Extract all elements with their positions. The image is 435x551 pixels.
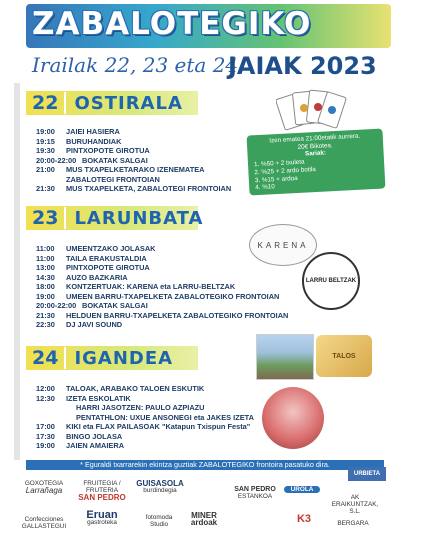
schedule-row (36, 127, 231, 137)
schedule-row (36, 413, 254, 423)
schedule-22 (36, 127, 231, 194)
day-header-24 (26, 346, 198, 370)
mus-prizes-title: Sariak: (304, 149, 327, 158)
header (0, 0, 435, 84)
schedule-row (36, 432, 254, 442)
day-name: IGANDEA (74, 347, 174, 369)
event-title: JAIEN AMAIERA (66, 441, 125, 450)
sponsor-miner (178, 512, 230, 526)
schedule-row (36, 320, 288, 330)
sponsor-guisasola (130, 480, 190, 494)
event-title: BOKATAK SALGAI (82, 155, 148, 165)
event-title: HARRI JASOTZEN: PAULO AZPIAZU (76, 403, 205, 412)
event-time: 22:30 (36, 320, 55, 329)
event-title: IZETA ESKOLATIK (66, 393, 131, 403)
event-time: 13:00 (36, 263, 55, 272)
schedule-row (36, 263, 288, 273)
day-name: OSTIRALA (74, 92, 183, 114)
mus-registration: Izen ematea 21:00etatik aurrera. (269, 132, 361, 145)
sponsor-sub: GOXOTEGIA (24, 480, 64, 487)
event-time: 20:00-22:00 (36, 301, 77, 310)
schedule-row (36, 146, 231, 156)
talos-logo-text: TALOS (332, 352, 356, 360)
talos-logo (316, 335, 372, 377)
side-stripe (14, 83, 20, 460)
schedule-row (36, 282, 288, 292)
sponsor-sub: Studio (149, 521, 169, 528)
mus-prize: 2. %25 + 2 ardo botila (254, 165, 317, 177)
day-number: 22 (26, 92, 66, 114)
event-time (36, 175, 66, 185)
sponsor-sub: ESTANKOA (237, 493, 273, 500)
schedule-row (36, 175, 231, 185)
event-title: AUZO BAZKARIA (66, 272, 128, 282)
day-name: LARUNBATA (74, 207, 204, 229)
sponsor-sub: gastroteka (87, 519, 117, 526)
urbieta-logo: URBIETA (348, 467, 386, 481)
schedule-row (36, 394, 254, 404)
event-title: TALOAK, ARABAKO TALOEN ESKUTIK (66, 384, 205, 393)
schedule-23 (36, 244, 288, 330)
sponsor-san-pedro-fruteria (74, 480, 130, 501)
event-time: 20:00-22:00 (36, 155, 77, 165)
schedule-row (36, 311, 288, 321)
sponsor-san-pedro-estankoa (230, 486, 280, 500)
sponsor-name: UROLA (290, 486, 314, 493)
sponsor-sub: GALLASTEGUI (21, 523, 67, 530)
event-title: KIKI eta FLAX PAILASOAK "Katapun Txispun Festa" (66, 422, 251, 431)
sponsor-sub: ardoak (190, 518, 218, 527)
jaiak-title: JAIAK 2023 (228, 52, 377, 80)
event-title: PENTATHLON: UXUE ANSONEGI eta JAKES IZETA (76, 412, 254, 422)
event-title: MUS TXAPELKETA, ZABALOTEGI FRONTOIAN (66, 184, 232, 193)
event-time: 19:00 (36, 441, 55, 450)
schedule-row (36, 165, 231, 175)
event-time: 21:30 (36, 184, 55, 193)
sponsor-eruan (74, 509, 130, 526)
sponsor-gallastegui (18, 516, 70, 530)
event-time: 19:00 (36, 291, 55, 301)
schedule-row (36, 422, 254, 432)
event-time: 11:00 (36, 244, 55, 253)
event-title: BOKATAK SALGAI (82, 301, 148, 310)
event-time: 19:30 (36, 146, 55, 155)
event-time: 12:00 (36, 384, 55, 393)
sponsor-urola (284, 486, 320, 493)
page-title: ZABALOTEGIKO (32, 6, 312, 42)
sponsor-name: BERGARA (337, 520, 369, 527)
sponsor-name: Confecciones (24, 516, 64, 523)
event-time: 21:30 (36, 310, 55, 320)
sponsor-sub: FRUITEGIA / FRUTERIA (83, 480, 121, 494)
schedule-row (36, 254, 288, 264)
sponsor-larranaga (18, 480, 70, 494)
clowns-photo (262, 387, 324, 449)
day-number: 24 (26, 347, 66, 369)
event-title: KONTZERTUAK: KARENA eta LARRU-BELTZAK (66, 282, 236, 291)
event-title: PINTXOPOTE GIROTUA (66, 146, 150, 155)
schedule-row (36, 441, 254, 451)
larru-beltzak-logo: LARRU BELTZAK (302, 252, 360, 310)
dates-text: Irailak 22, 23 eta 24 (32, 53, 239, 77)
event-title: UMEENTZAKO JOLASAK (66, 244, 156, 253)
event-time: 17:00 (36, 422, 55, 431)
day-header-22 (26, 91, 198, 115)
sponsor-name: SAN PEDRO (234, 486, 276, 493)
event-time: 14:30 (36, 272, 55, 282)
schedule-row (36, 273, 288, 283)
mus-price: 20€ Bikotea. (297, 141, 333, 151)
mus-prize: 1. %50 + 2 txuleta (253, 158, 305, 169)
sponsor-name: fotomoda (145, 514, 173, 521)
schedule-row (36, 137, 231, 147)
schedule-row (36, 301, 288, 311)
event-time: 21:00 (36, 165, 55, 174)
event-title: TAILA ERAKUSTALDIA (66, 253, 147, 263)
event-time (36, 403, 66, 413)
sponsor-name: MINER (191, 511, 217, 520)
event-title: UMEEN BARRU-TXAPELKETA ZABALOTEGIKO FRONTOIAN (66, 291, 280, 301)
event-time: 17:30 (36, 431, 55, 441)
sponsor-sub: burdindegia (143, 487, 177, 494)
event-time: 19:00 (36, 127, 55, 136)
schedule-row (36, 184, 231, 194)
schedule-24 (36, 384, 254, 451)
schedule-row (36, 156, 231, 166)
event-title: DJ JAVI SOUND (66, 320, 123, 329)
sponsor-name: GUISASOLA (136, 479, 184, 488)
village-photo (256, 334, 314, 380)
event-time: 19:15 (36, 136, 55, 146)
mus-prize: 3. %15 + ardoa (254, 174, 298, 184)
event-title: MUS TXAPELKETARAKO IZENEMATEA (66, 165, 205, 174)
karena-logo: KARENA (249, 224, 317, 266)
schedule-row (36, 292, 288, 302)
schedule-row (36, 403, 254, 413)
schedule-row (36, 384, 254, 394)
event-time: 12:30 (36, 393, 55, 403)
event-title: ZABALOTEGI FRONTOIAN (66, 174, 160, 184)
day-number: 23 (26, 207, 66, 229)
sponsor-name: SAN PEDRO (78, 493, 126, 502)
event-time: 11:00 (36, 253, 55, 263)
event-time: 18:00 (36, 282, 55, 291)
event-time (36, 413, 66, 423)
mus-prize: 4. %10 (255, 183, 276, 192)
sponsor-bergara (336, 520, 370, 527)
event-title: JAIEI HASIERA (66, 127, 120, 136)
event-title: HELDUEN BARRU-TXAPELKETA ZABALOTEGIKO FRONTOIAN (66, 310, 289, 320)
sponsor-ak-eraikuntzak (328, 494, 382, 515)
event-title: BINGO JOLASA (66, 431, 123, 441)
event-title: BURUHANDIAK (66, 136, 122, 146)
sponsor-name: K3 (296, 513, 312, 525)
sponsors-area (18, 476, 384, 542)
day-header-23 (26, 206, 204, 230)
sponsor-name: Larrañaga (25, 486, 63, 495)
mus-info-box (247, 128, 386, 195)
weather-notice: * Eguraldi txarrarekin ekintza guztiak ZABALOTEGIKO frontoira pasatuko dira. (26, 460, 384, 470)
sponsor-sub: AK ERAIKUNTZAK, S.L. (331, 494, 379, 515)
sponsor-name: Eruan (86, 509, 118, 521)
playing-cards-image (276, 86, 350, 136)
event-title: PINTXOPOTE GIROTUA (66, 263, 150, 272)
sponsor-k3 (284, 513, 324, 525)
